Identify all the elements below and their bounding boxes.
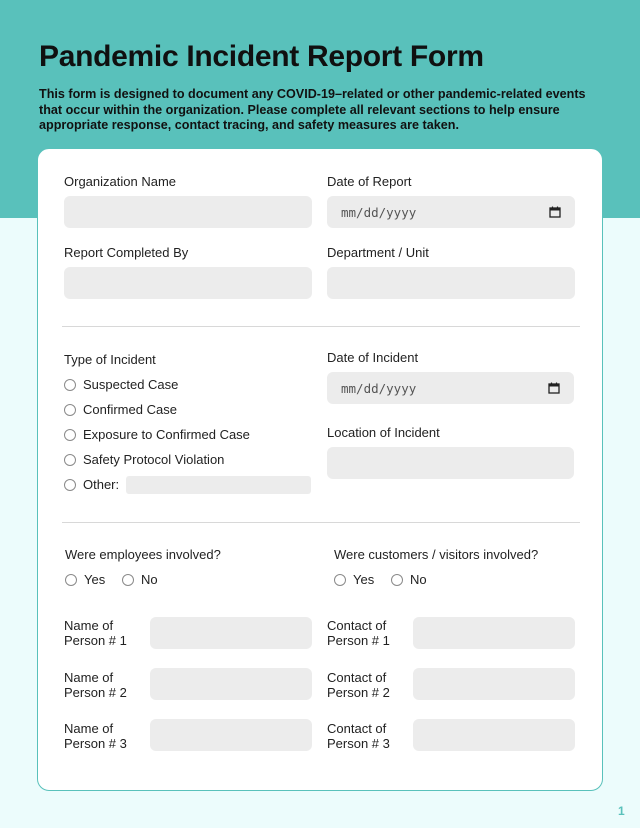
incident-type-other[interactable]: [64, 477, 119, 492]
employees-yes-option[interactable]: [65, 572, 105, 587]
incident-type-safety-violation[interactable]: [64, 452, 224, 467]
person-3-contact-label: Contact of Person # 3: [327, 721, 390, 751]
location-label: Location of Incident: [327, 425, 440, 440]
incident-type-exposure[interactable]: [64, 427, 250, 442]
person-3-name-label: Name of Person # 3: [64, 721, 127, 751]
radio-button[interactable]: [64, 454, 76, 466]
person-2-contact-input[interactable]: [413, 668, 575, 700]
person-1-contact-input[interactable]: [413, 617, 575, 649]
organization-name-label: Organization Name: [64, 174, 176, 189]
location-input[interactable]: [327, 447, 574, 479]
date-of-incident-input[interactable]: [327, 372, 574, 404]
no-label: No: [141, 572, 158, 587]
date-of-incident-label: Date of Incident: [327, 350, 419, 365]
incident-type-label: Confirmed Case: [83, 402, 177, 417]
date-of-report-input[interactable]: [327, 196, 575, 228]
radio-button[interactable]: [334, 574, 346, 586]
calendar-icon[interactable]: [549, 206, 561, 218]
intro-text: This form is designed to document any COVID-19–related or other pandemic-related events that occur within the organization. Please complete all relevant sections to help ensure appropriate response, contact tracing, and safety measures are taken.: [39, 87, 586, 132]
organization-name-input[interactable]: [64, 196, 312, 228]
divider: [62, 326, 580, 327]
radio-button[interactable]: [64, 404, 76, 416]
calendar-icon[interactable]: [548, 382, 560, 394]
form-card: [37, 148, 603, 791]
incident-type-suspected[interactable]: [64, 377, 178, 392]
yes-label: Yes: [84, 572, 106, 587]
incident-type-label: Exposure to Confirmed Case: [83, 427, 250, 442]
page-number: 1: [618, 804, 625, 818]
other-incident-input[interactable]: [126, 476, 311, 494]
divider: [62, 522, 580, 523]
customers-yes-option[interactable]: [334, 572, 374, 587]
radio-button[interactable]: [391, 574, 403, 586]
radio-button[interactable]: [122, 574, 134, 586]
person-1-name-label: Name of Person # 1: [64, 618, 127, 648]
radio-button[interactable]: [64, 379, 76, 391]
report-completed-by-input[interactable]: [64, 267, 312, 299]
department-input[interactable]: [327, 267, 575, 299]
person-2-contact-label: Contact of Person # 2: [327, 670, 390, 700]
no-label: No: [410, 572, 427, 587]
yes-label: Yes: [353, 572, 375, 587]
incident-type-label: Other:: [83, 477, 120, 492]
person-1-name-input[interactable]: [150, 617, 312, 649]
radio-button[interactable]: [64, 479, 76, 491]
radio-button[interactable]: [64, 429, 76, 441]
date-of-report-placeholder: mm/dd/yyyy: [341, 204, 417, 220]
customers-involved-question: Were customers / visitors involved?: [334, 547, 539, 562]
person-2-name-input[interactable]: [150, 668, 312, 700]
report-completed-by-label: Report Completed By: [64, 245, 189, 260]
customers-no-option[interactable]: [391, 572, 427, 587]
person-3-name-input[interactable]: [150, 719, 312, 751]
incident-type-label: Safety Protocol Violation: [83, 452, 225, 467]
person-1-contact-label: Contact of Person # 1: [327, 618, 390, 648]
employees-involved-question: Were employees involved?: [65, 547, 221, 562]
incident-type-confirmed[interactable]: [64, 402, 177, 417]
person-2-name-label: Name of Person # 2: [64, 670, 127, 700]
date-of-incident-placeholder: mm/dd/yyyy: [341, 380, 417, 396]
person-3-contact-input[interactable]: [413, 719, 575, 751]
type-of-incident-label: Type of Incident: [64, 352, 156, 367]
radio-button[interactable]: [65, 574, 77, 586]
department-label: Department / Unit: [327, 245, 429, 260]
employees-no-option[interactable]: [122, 572, 158, 587]
page-title: Pandemic Incident Report Form: [39, 40, 484, 73]
incident-type-label: Suspected Case: [83, 377, 179, 392]
date-of-report-label: Date of Report: [327, 174, 412, 189]
